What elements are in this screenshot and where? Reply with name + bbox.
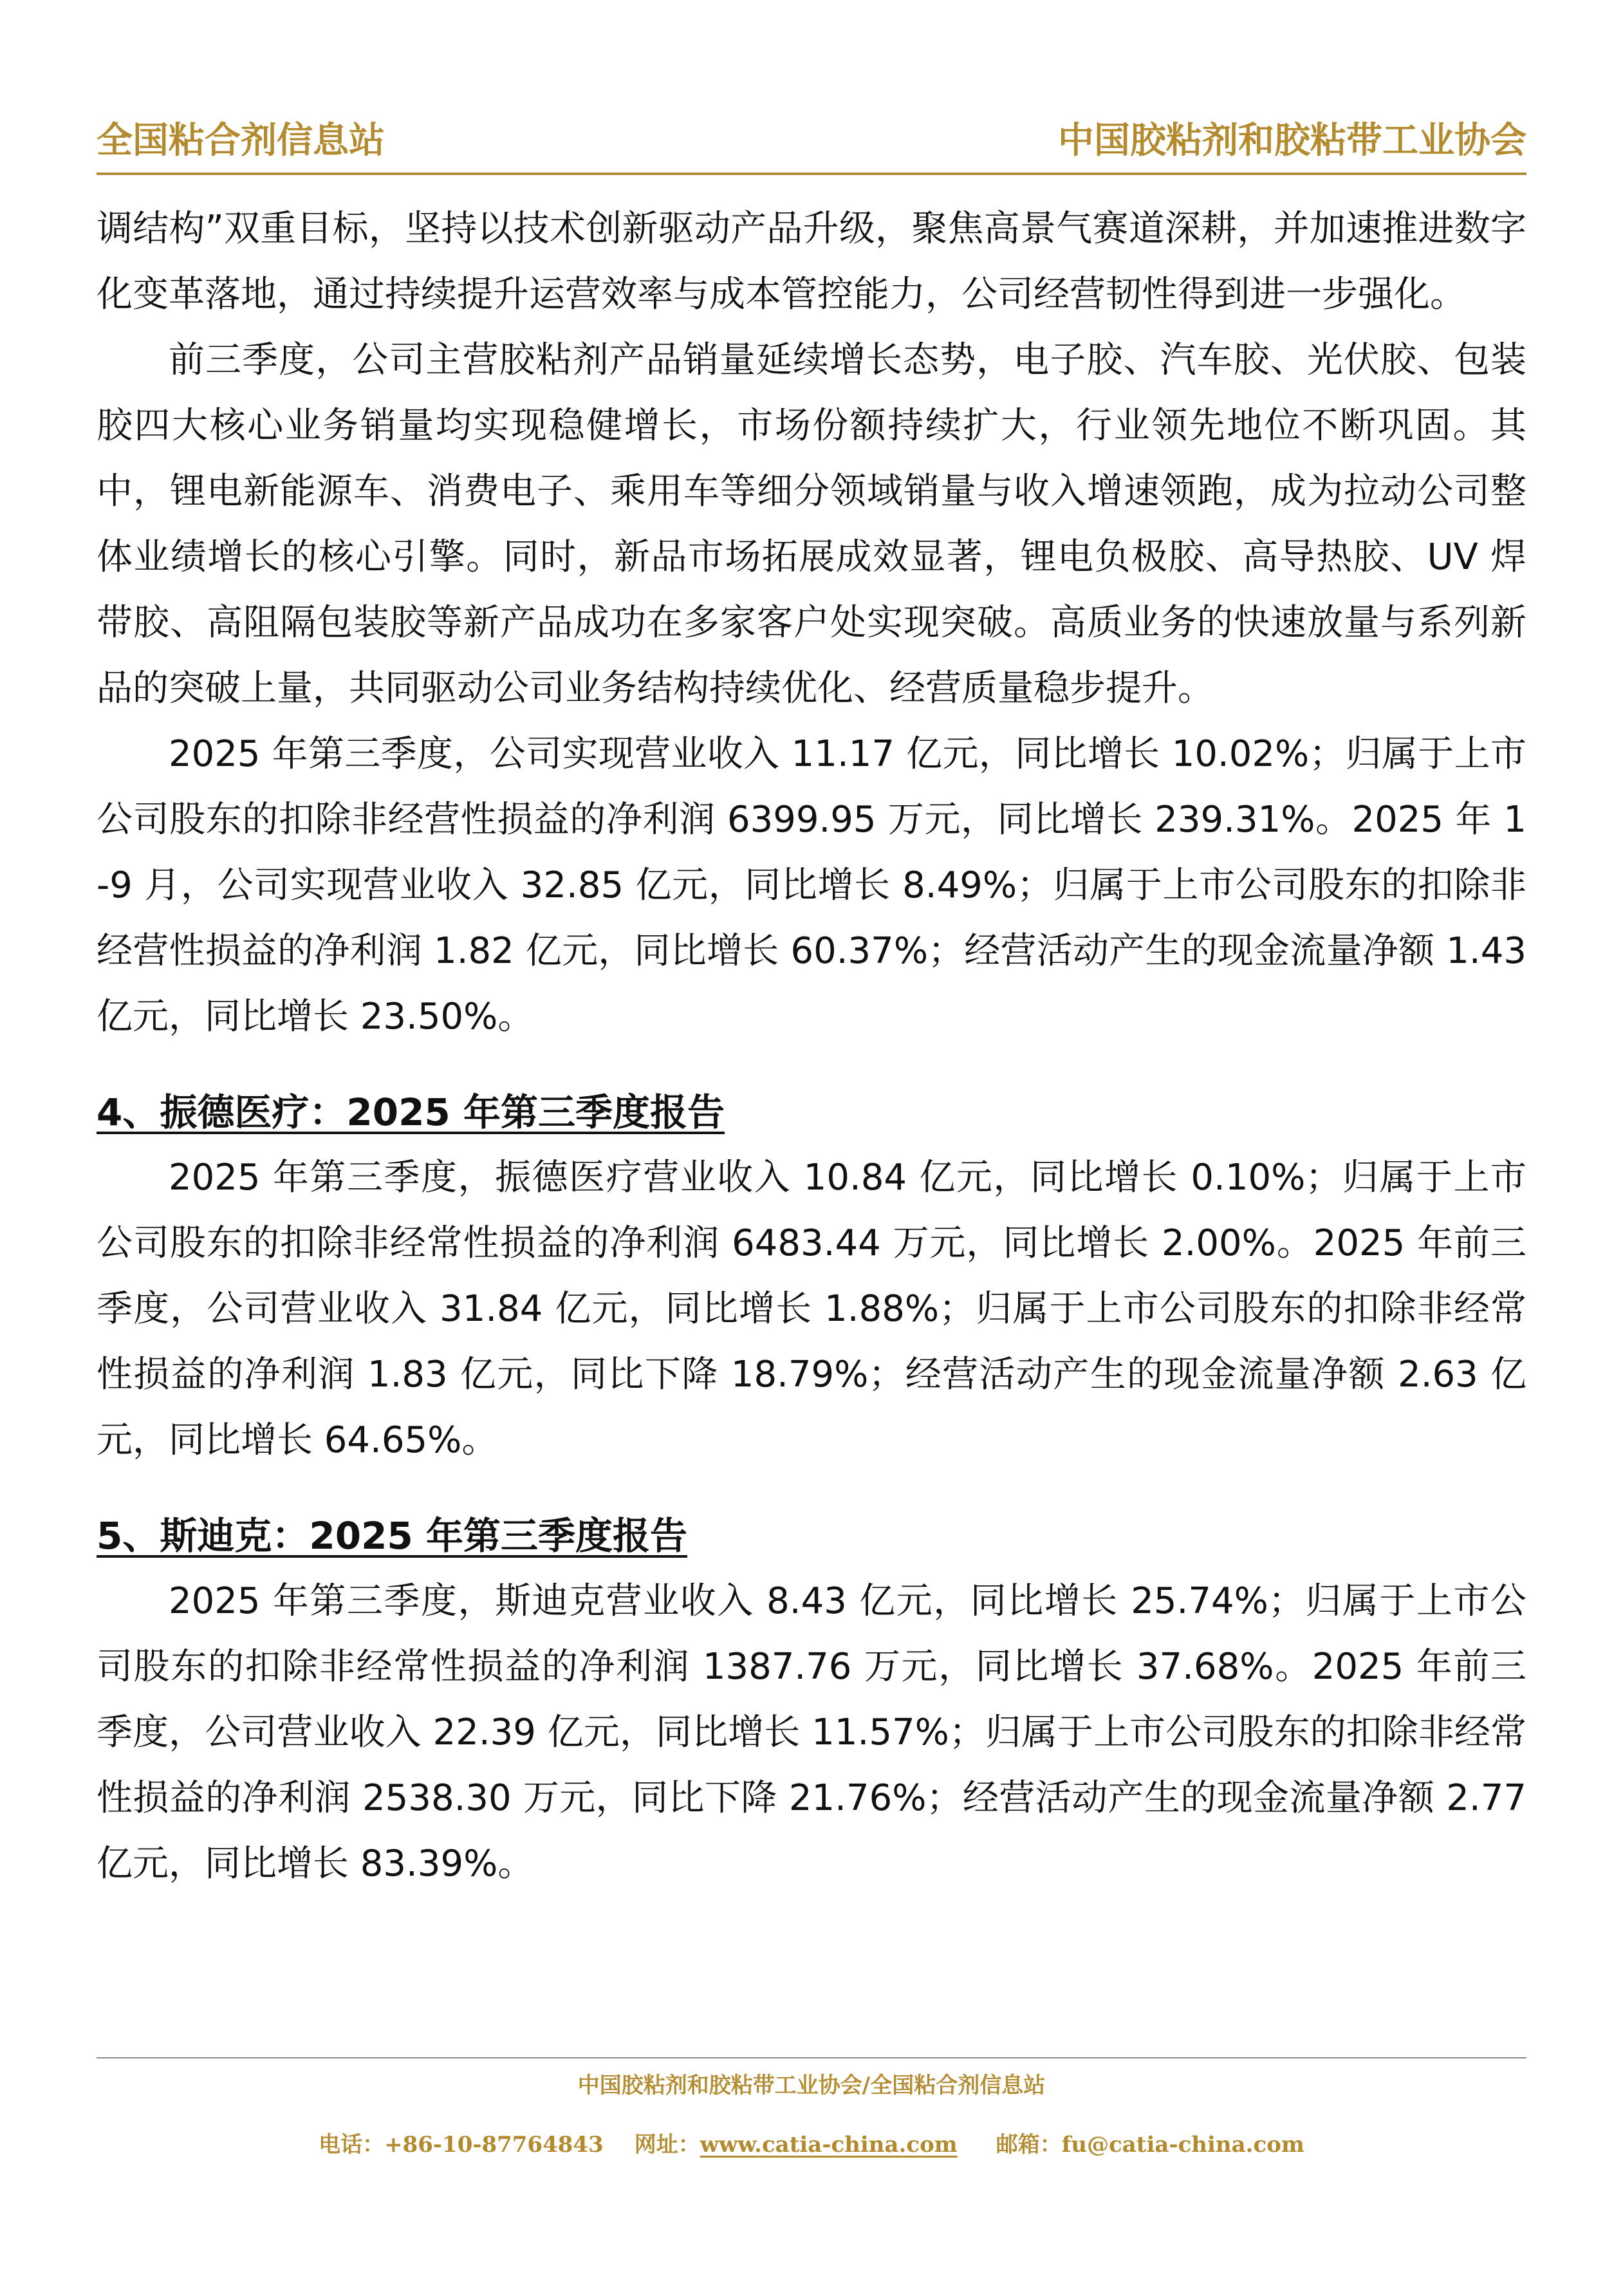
section-heading-zhende: 4、振德医疗：2025 年第三季度报告: [97, 1090, 725, 1134]
footer-contact: [97, 2127, 1526, 2163]
header-site-name: 全国粘合剂信息站: [97, 119, 385, 162]
section-heading-sidike: 5、斯迪克：2025 年第三季度报告: [97, 1514, 687, 1558]
document-body: [97, 196, 1526, 1897]
header-association-name: 中国胶粘剂和胶粘带工业协会: [1058, 119, 1526, 162]
paragraph-q3-results: 2025 年第三季度，公司实现营业收入 11.17 亿元，同比增长 10.02%；归属于上市公司股东的扣除非经营性损益的净利润 6399.95 万元，同比增长 239.31%。2025 年 1-9 月，公司实现营业收入 32.85 亿元，同比增长 8.49%；归属于上市公司股东的扣除非经营性损益的净利润 1.82 亿元，同比增长 60.37%；经营活动产生的现金流量净额 1.43 亿元，同比增长 23.50%。: [97, 733, 1526, 1038]
page-footer: [97, 2057, 1526, 2163]
paragraph-sales-growth: 前三季度，公司主营胶粘剂产品销量延续增长态势，电子胶、汽车胶、光伏胶、包装胶四大核心业务销量均实现稳健增长，市场份额持续扩大，行业领先地位不断巩固。其中，锂电新能源车、消费电子、乘用车等细分领域销量与收入增速领跑，成为拉动公司整体业绩增长的核心引擎。同时，新品市场拓展成效显著，锂电负极胶、高导热胶、UV 焊带胶、高阻隔包装胶等新产品成功在多家客户处实现突破。高质业务的快速放量与系列新品的突破上量，共同驱动公司业务结构持续优化、经营质量稳步提升。: [97, 339, 1526, 709]
paragraph-zhende-results: 2025 年第三季度，振德医疗营业收入 10.84 亿元，同比增长 0.10%；归属于上市公司股东的扣除非经常性损益的净利润 6483.44 万元，同比增长 2.00%。2025 年前三季度，公司营业收入 31.84 亿元，同比增长 1.88%；归属于上市公司股东的扣除非经常性损益的净利润 1.83 亿元，同比下降 18.79%；经营活动产生的现金流量净额 2.63 亿元，同比增长 64.65%。: [97, 1157, 1526, 1461]
paragraph-sidike-results: 2025 年第三季度，斯迪克营业收入 8.43 亿元，同比增长 25.74%；归属于上市公司股东的扣除非经常性损益的净利润 1387.76 万元，同比增长 37.68%。2025 年前三季度，公司营业收入 22.39 亿元，同比增长 11.57%；归属于上市公司股东的扣除非经常性损益的净利润 2538.30 万元，同比下降 21.76%；经营活动产生的现金流量净额 2.77 亿元，同比增长 83.39%。: [97, 1580, 1526, 1885]
footer-phone: 电话：+86-10-87764843: [319, 2132, 604, 2158]
footer-organization: 中国胶粘剂和胶粘带工业协会/全国粘合剂信息站: [577, 2073, 1046, 2098]
page-header: [97, 115, 1526, 175]
footer-email[interactable]: 邮箱：fu@catia-china.com: [996, 2132, 1304, 2158]
footer-website-link[interactable]: www.catia-china.com: [700, 2132, 958, 2158]
paragraph-continued: 调结构”双重目标，坚持以技术创新驱动产品升级，聚焦高景气赛道深耕，并加速推进数字化变革落地，通过持续提升运营效率与成本管控能力，公司经营韧性得到进一步强化。: [97, 208, 1526, 315]
footer-web-label: 网址：: [634, 2132, 700, 2158]
